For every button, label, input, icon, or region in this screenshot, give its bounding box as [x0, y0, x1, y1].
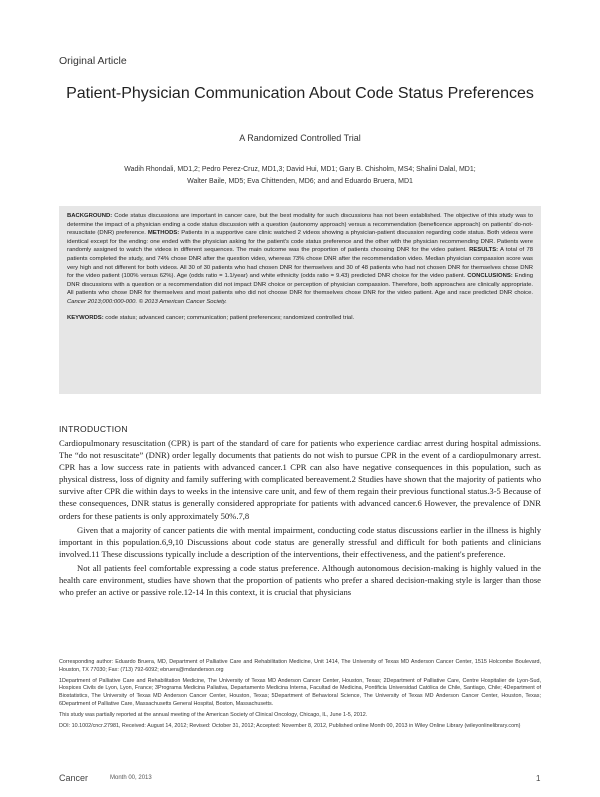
paper-title: Patient-Physician Communication About Code Status Preferences [66, 85, 534, 102]
abstract-citation: Cancer 2013;000:000-000. © 2013 American Cancer Society. [67, 298, 227, 305]
results-label: RESULTS: [469, 247, 499, 254]
background-label: BACKGROUND: [67, 213, 113, 219]
intro-paragraph-3: Not all patients feel comfortable expressing a code status preference. Although autonomous decision-making is highly valued in the health care environment, studies have shown that the proportion of patients who prefer a shared decision-making style is larger than those who prefer an active or passive role.12-14 In this context, it is crucial that physicians [59, 562, 541, 598]
author-line-2: Walter Baile, MD5; Eva Chittenden, MD6; and and Eduardo Bruera, MD1 [187, 178, 413, 185]
methods-text: Patients in a supportive care clinic watched 2 videos showing a physician-patient discussion regarding code status. Both videos were identical except for the ending: one ended with the physician asking for the patient's code status preference and the other with the physician recommending DNR. Patients were randomly assigned to watch the videos in different sequences. The main outcome was the proportion of patients choosing DNR for the video patient. [67, 230, 533, 254]
corresponding-author: Corresponding author: Eduardo Bruera, MD, Department of Palliative Care and Rehabilitation Medicine, Unit 1414, The University of Texas MD Anderson Cancer Center, 1515 Holcombe Boulevard, Houston, TX 77030; Fax: (713) 792-6092; ebruera@mdanderson.org [59, 659, 541, 673]
presentation-note: This study was partially reported at the annual meeting of the American Society of Clinical Oncology, Chicago, IL, June 1-5, 2012. [59, 711, 368, 718]
footer-journal: Cancer [59, 773, 89, 783]
introduction-body [59, 437, 541, 598]
author-list [60, 164, 540, 188]
keywords [67, 314, 533, 323]
author-line-1: Wadih Rhondali, MD1,2; Pedro Perez-Cruz, MD1,3; David Hui, MD1; Gary B. Chisholm, MS4; Shalini Dalal, MD1; [124, 166, 476, 173]
paper-subtitle: A Randomized Controlled Trial [239, 133, 361, 143]
affiliations: 1Department of Palliative Care and Rehabilitation Medicine, The University of Texas MD Anderson Cancer Center, Houston, Texas; 2Department of Palliative Care, Centre Hospitalier de Lyon-Sud, Hospices Civils de Lyon, Lyon, France; 3Programa Medicina Paliativa, Departamento Medicina Interna, Facultad de Medicina, Pontificia Universidad Católica de Chile, Santiago, Chile; 4Department of Biostatistics, The University of Texas MD Anderson Cancer Center, Houston, Texas; 5Department of Behavioral Science, The University of Texas MD Anderson Cancer Center, Houston, Texas; 6Department of Palliative Care, Massachusetts General Hospital, Boston, Massachusetts. [59, 677, 541, 707]
conclusions-label: CONCLUSIONS: [467, 273, 513, 280]
article-type: Original Article [59, 55, 127, 67]
page-number: 1 [536, 774, 541, 783]
intro-paragraph-2: Given that a majority of cancer patients die with mental impairment, conducting code status discussions earlier in the illness is highly important in this population.6,9,10 Discussions about code status are generally stressful and difficult for both patients and clinicians involved.11 These discussions typically include a description of the interventions, their effectiveness, and the patient's preference. [59, 524, 541, 559]
footer-date: Month 00, 2013 [110, 775, 152, 781]
introduction-heading: INTRODUCTION [59, 424, 128, 434]
keywords-text: code status; advanced cancer; communication; patient preferences; randomized controlled trial. [105, 314, 355, 321]
footnotes [59, 659, 541, 733]
results-text: A total of 78 patients completed the study, and 74% chose DNR after the question video, whereas 73% chose DNR after the recommendation video. Median physician compassion score was very high and not different for both videos. All 30 of 30 patients who had chosen DNR for themselves and 30 of 48 patients who had not chosen DNR for themselves chose DNR for the video patient (100% versus 62%). Age (odds ratio = 1.1/year) and white ethnicity (odds ratio = 9.43) predicted DNR choice for the video patient. [67, 247, 534, 280]
conclusions-text: Ending DNR discussions with a question or a recommendation did not impact DNR choice or perception of physician compassion. Therefore, both approaches are clinically appropriate. All patients who chose DNR for themselves and most patients who did not choose DNR for themselves chose DNR for the video patient. Age and race predicted DNR choice. [67, 273, 533, 297]
keywords-label: KEYWORDS: [67, 314, 104, 321]
abstract-text [67, 212, 533, 307]
methods-label: METHODS: [147, 230, 180, 237]
doi-line: DOI: 10.1002/cncr.27981, Received: August 14, 2012; Revised: October 31, 2012; Accepted: November 8, 2012, Published online Month 00, 2013 in Wiley Online Library (wileyonlinelibrary.com) [59, 722, 521, 729]
intro-paragraph-1: Cardiopulmonary resuscitation (CPR) is part of the standard of care for patients who experience cardiac arrest during hospital admissions. The “do not resuscitate” (DNR) order legally documents that patients do not wish to pursue CPR in the event of a cardiopulmonary arrest. CPR has a low success rate in patients with advanced cancer.1 CPR can also have negative consequences in this population, such as physical distress, loss of dignity and family suffering with complicated bereavement.2 Studies have shown that the majority of patients who survive after CPR die within days to weeks in the intensive care unit, and few of them regain their previous functional status.3-5 Because of these consequences, DNR status is generally considered appropriate for patients with advanced cancer.6 However, the prevalence of DNR orders for these patients is only approximately 50%.7,8 [59, 438, 541, 521]
abstract-box [59, 206, 541, 394]
background-text: Code status discussions are important in cancer care, but the best modality for such discussions has not been established. The objective of this study was to determine the impact of a physician ending a code status discussion with a question (autonomy approach) versus a recommendation (beneficence approach) on patients' do-not-resuscitate (DNR) preference. [67, 213, 533, 237]
